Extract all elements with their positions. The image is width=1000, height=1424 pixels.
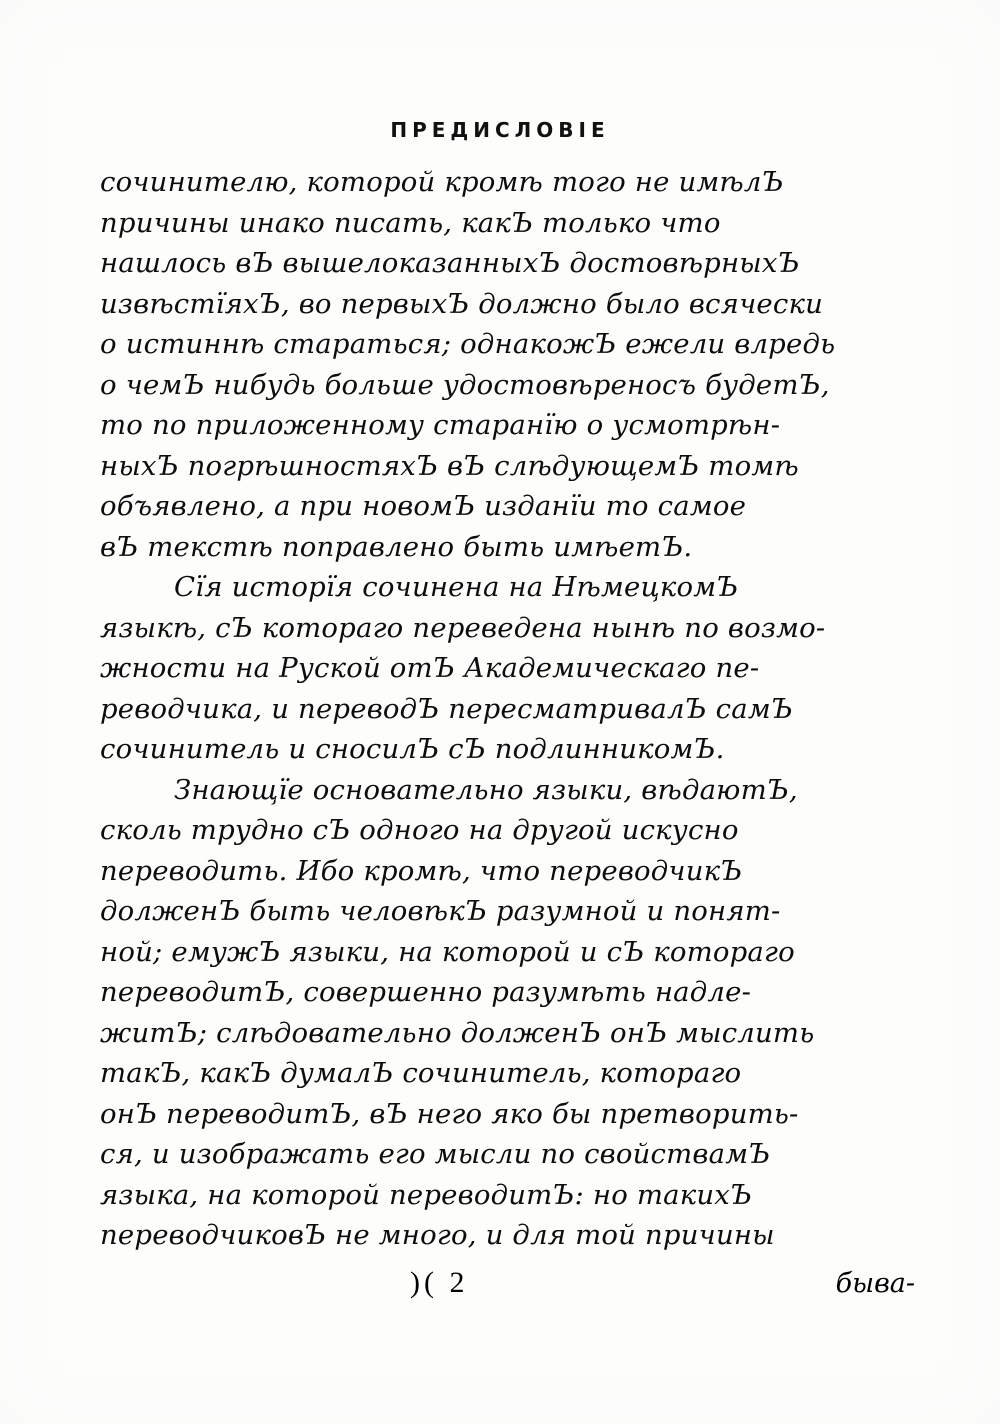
text-line: Сïя исторïя сочинена на НѣмецкомЪ (174, 571, 739, 603)
text-line: такЪ, какЪ думалЪ сочинитель, котораго (100, 1057, 742, 1089)
catchword: быва- (835, 1268, 915, 1299)
text-line: вЪ текстѣ поправлено быть имѣетЪ. (100, 530, 693, 563)
text-line: извѣстïяхЪ, во первыхЪ должно было всячески (100, 287, 823, 320)
text-line: переводитЪ, совершенно разумѣть надле- (100, 976, 752, 1008)
running-head: ПРЕДИСЛОВIЕ (390, 118, 610, 142)
text-line: то по приложенному старанïю о усмотрѣн- (100, 409, 781, 441)
body-text (100, 162, 915, 1256)
text-line: ной; емужЪ языки, на которой и сЪ котораго (100, 935, 795, 968)
paragraph-1 (100, 162, 915, 567)
text-line: о истиннѣ стараться; однакожЪ ежели влредь (100, 328, 836, 360)
text-line: языкѣ, сЪ котораго переведена нынѣ по возмо- (100, 611, 826, 644)
text-line: онЪ переводитЪ, вЪ него яко бы претворить- (100, 1097, 799, 1130)
text-line: о чемЪ нибудь больше удостовѣреносъ будетЪ, (100, 368, 830, 401)
text-line: ся, и изображать его мысли по свойствамЪ (100, 1138, 771, 1170)
page-footer (100, 1265, 915, 1302)
text-line: нашлось вЪ вышелоказанныхЪ достовѣрныхЪ (100, 247, 800, 279)
text-line: жности на Руской отЪ Академическаго пе- (100, 652, 760, 684)
text-line: реводчика, и переводЪ пересматривалЪ самЪ (100, 692, 793, 725)
paragraph-3 (100, 770, 915, 1256)
text-line: сочинителю, которой кромѣ того не имѣлЪ (100, 166, 784, 198)
text-line: языка, на которой переводитЪ: но такихЪ (100, 1178, 753, 1211)
text-line: причины инако писать, какЪ только что (100, 206, 721, 239)
text-line: переводить. Ибо кромѣ, что переводчикЪ (100, 854, 743, 887)
text-line: житЪ; слѣдовательно долженЪ онЪ мыслить (100, 1016, 815, 1049)
page-signature: )( 2 (410, 1266, 469, 1299)
text-line: сколь трудно сЪ одного на другой искусно (100, 814, 739, 846)
text-line: ныхЪ погрѣшностяхЪ вЪ слѣдующемЪ томѣ (100, 449, 799, 482)
text-line: объявлено, а при новомЪ изданïи то самое (100, 490, 747, 522)
text-line: сочинитель и сносилЪ сЪ подлинникомЪ. (100, 733, 725, 765)
text-line: переводчиковЪ не много, и для той причины (100, 1219, 775, 1251)
text-line: долженЪ быть человѣкЪ разумной и понят- (100, 895, 781, 927)
paragraph-2 (100, 567, 915, 770)
text-line: Знающïе основательно языки, вѣдаютЪ, (174, 773, 798, 806)
